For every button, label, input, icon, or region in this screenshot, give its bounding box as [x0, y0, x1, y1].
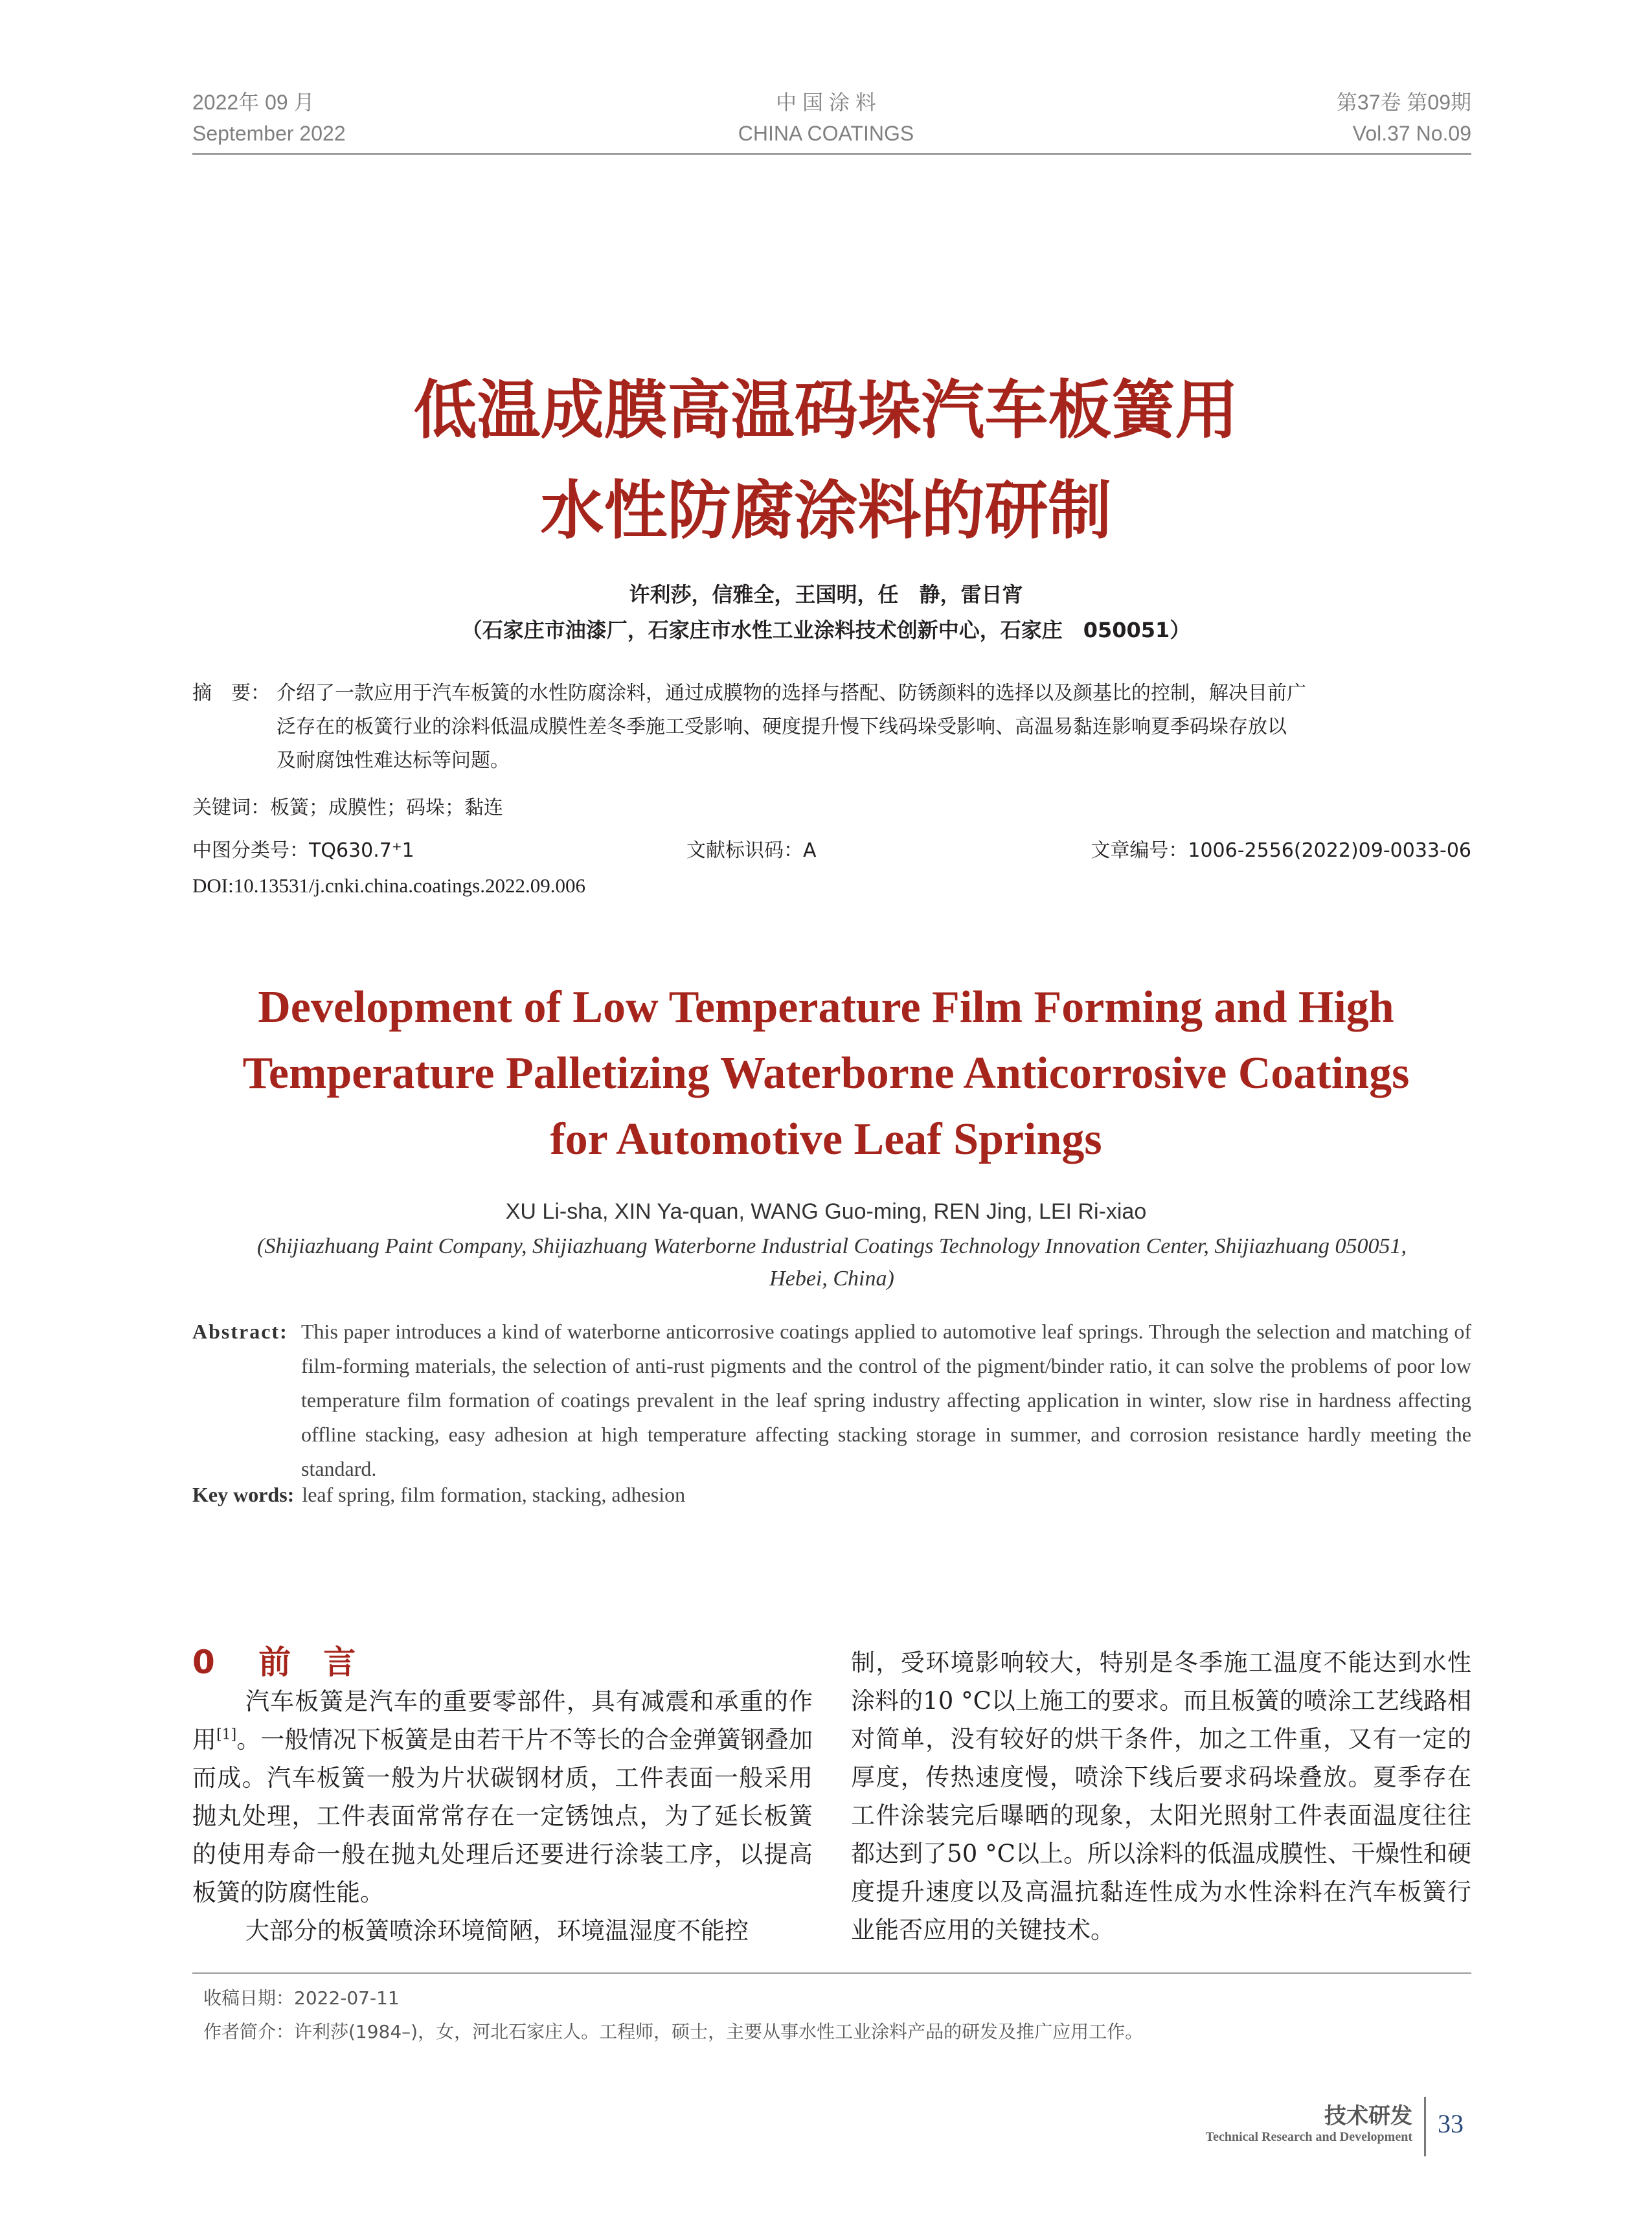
title-cn-line1: 低温成膜高温码垛汽车板簧用 — [413, 374, 1239, 447]
abstract-cn-line: 及耐腐蚀性难达标等问题。 — [277, 749, 510, 772]
paragraph-text: 汽车板簧是汽车的重要零部件，具有减震和承重的作用 — [192, 1688, 813, 1754]
doc-code: 文献标识码：A — [686, 839, 817, 862]
body-column-right — [851, 1643, 1471, 1949]
keywords-en-text: leaf spring, film formation, stacking, adhesion — [302, 1483, 686, 1506]
header-journal-en: CHINA COATINGS — [738, 122, 914, 145]
affiliation-cn: （石家庄市油漆厂，石家庄市水性工业涂料技术创新中心，石家庄 050051） — [461, 618, 1191, 642]
header-rule — [192, 153, 1471, 155]
body-column-left — [192, 1682, 813, 1950]
abstract-cn — [192, 677, 1471, 778]
abstract-en-label: Abstract: — [192, 1320, 288, 1343]
keywords-en — [192, 1483, 685, 1507]
authors-en: XU Li-sha, XIN Ya-quan, WANG Guo-ming, REN Jing, LEI Ri-xiao — [505, 1199, 1147, 1224]
header-issue-en: Vol.37 No.09 — [1352, 122, 1471, 145]
paragraph: 大部分的板簧喷涂环境简陋，环境温湿度不能控 — [245, 1917, 749, 1945]
doi: DOI:10.13531/j.cnki.china.coatings.2022.09.006 — [192, 874, 585, 897]
header-date-cn: 2022年 09 月 — [192, 91, 315, 114]
abstract-en — [192, 1315, 1471, 1486]
article-number: 文章编号：1006-2556(2022)09-0033-06 — [1091, 839, 1471, 862]
title-en-line1: Development of Low Temperature Film Forming and High — [258, 982, 1394, 1032]
paragraph — [192, 1682, 813, 1912]
affiliation-en — [192, 1230, 1471, 1295]
classification: 中图分类号：TQ630.7⁺1 — [192, 839, 414, 862]
header-date-en: September 2022 — [192, 122, 346, 145]
title-en-line3: for Automotive Leaf Springs — [550, 1114, 1102, 1164]
abstract-en-text: This paper introduces a kind of waterborne anticorrosive coatings applied to automotive leaf springs. Through the selection and matching of film-forming materials, the selection of anti-rust pigments and the control of the pigment/binder ratio, it can solve the problems of poor low temperature film formation of coatings prevalent in the leaf spring industry affecting application in winter, slow rise in hardness affecting offline stacking, easy adhesion at high temperature affecting stacking storage in summer, and corrosion resistance hardly meeting the standard. — [301, 1320, 1471, 1480]
section-number: 0 — [192, 1643, 215, 1681]
received-date: 收稿日期：2022-07-11 — [203, 1987, 400, 2009]
citation-ref[interactable]: [1] — [216, 1726, 237, 1743]
header-journal-cn: 中 国 涂 料 — [776, 91, 876, 114]
section-title: 前 言 — [258, 1643, 356, 1681]
footer-section — [1206, 2098, 1412, 2145]
footnote-rule — [192, 1972, 1471, 1974]
footer-divider — [1424, 2097, 1426, 2156]
paragraph: 制，受环境影响较大，特别是冬季施工温度不能达到水性涂料的10 °C以上施工的要求。而且板簧的喷涂工艺线路相对简单，没有较好的烘干条件，加之工件重，又有一定的厚度，传热速度慢，喷涂下线后要求码垛叠放。夏季存在工件涂装完后曝晒的现象，太阳光照射工件表面温度往往都达到了50 °C以上。所以涂料的低温成膜性、干燥性和硬度提升速度以及高温抗黏连性成为水性涂料在汽车板簧行业能否应用的关键技术。 — [851, 1649, 1471, 1944]
authors-cn: 许利莎，信雅全，王国明，任 静，雷日宵 — [629, 582, 1023, 607]
footer-section-cn: 技术研发 — [1324, 2103, 1412, 2129]
keywords-cn: 关键词：板簧；成膜性；码垛；黏连 — [192, 796, 503, 819]
section-heading — [192, 1636, 356, 1683]
abstract-cn-line: 泛存在的板簧行业的涂料低温成膜性差冬季施工受影响、硬度提升慢下线码垛受影响、高温易黏连影响夏季码垛存放以 — [277, 716, 1287, 738]
title-cn-line2: 水性防腐涂料的研制 — [540, 474, 1112, 548]
page-number: 33 — [1438, 2109, 1464, 2138]
title-en-line2: Temperature Palletizing Waterborne Anticorrosive Coatings — [242, 1048, 1410, 1098]
abstract-cn-line: 介绍了一款应用于汽车板簧的水性防腐涂料，通过成膜物的选择与搭配、防锈颜料的选择以及颜基比的控制，解决目前广 — [277, 682, 1306, 705]
abstract-cn-label: 摘 要： — [192, 682, 270, 705]
keywords-en-label: Key words: — [192, 1483, 295, 1506]
header-issue-cn: 第37卷 第09期 — [1336, 91, 1471, 114]
affiliation-en-line: Hebei, China) — [769, 1267, 894, 1291]
author-bio: 作者简介：许利莎(1984–)，女，河北石家庄人。工程师，硕士，主要从事水性工业涂料产品的研发及推广应用工作。 — [203, 2021, 1144, 2042]
footer-section-en: Technical Research and Development — [1205, 2130, 1412, 2144]
paragraph-text: 。一般情况下板簧是由若干片不等长的合金弹簧钢叠加而成。汽车板簧一般为片状碳钢材质，工件表面一般采用抛丸处理，工件表面常常存在一定锈蚀点，为了延长板簧的使用寿命一般在抛丸处理后还要进行涂装工序，以提高板簧的防腐性能。 — [192, 1726, 813, 1906]
affiliation-en-line: (Shijiazhuang Paint Company, Shijiazhuang Waterborne Industrial Coatings Technology Innovation Center, Shijiazhuang 050051, — [257, 1234, 1407, 1258]
